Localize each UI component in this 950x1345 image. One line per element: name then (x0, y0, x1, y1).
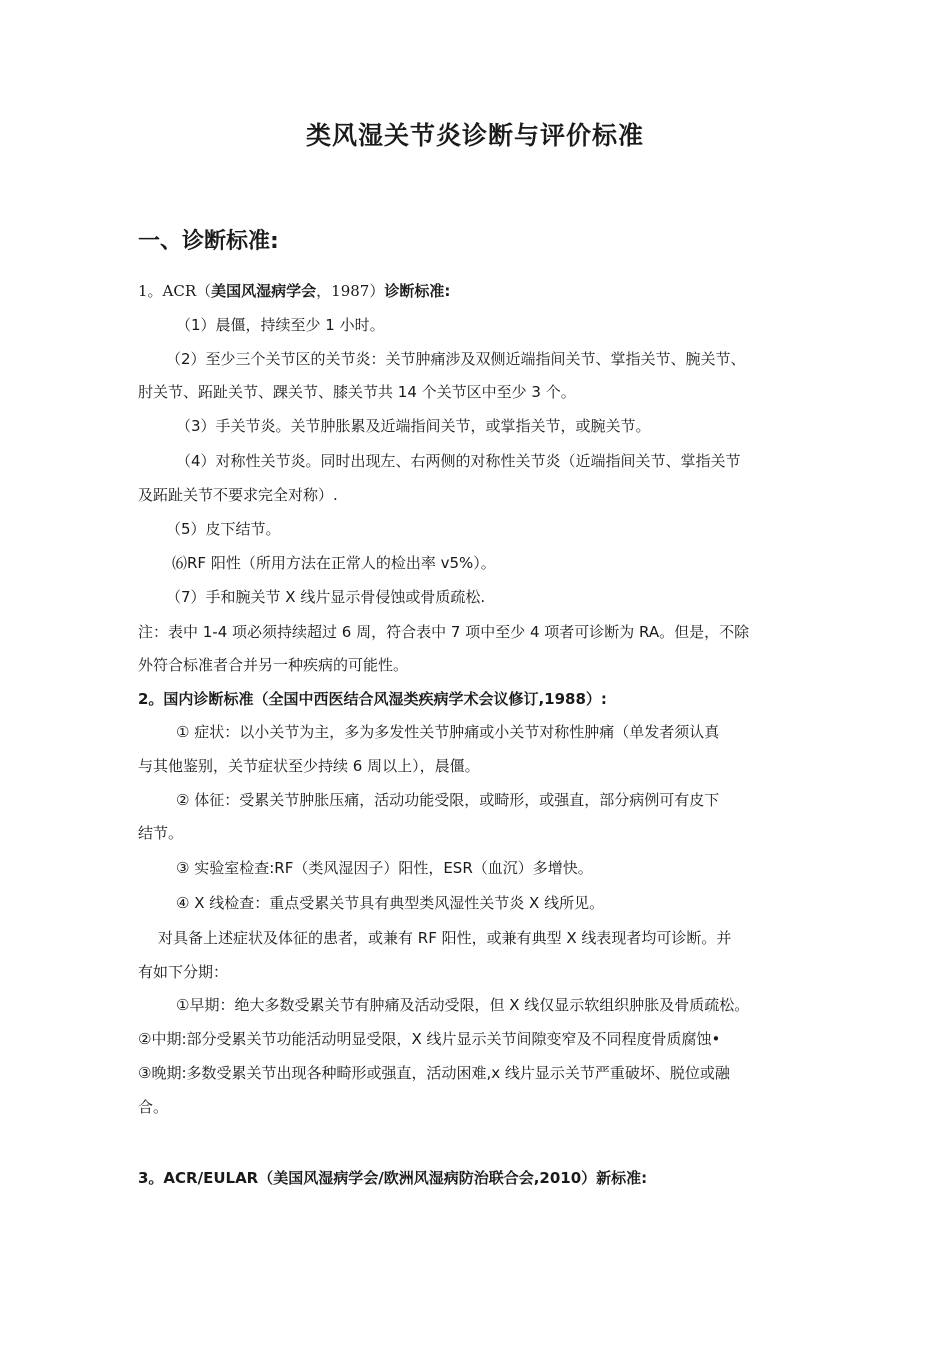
acr1987-item-2: （2）至少三个关节区的关节炎：关节肿痛涉及双侧近端指间关节、掌指关节、腕关节、 (166, 350, 746, 368)
acr1987-item-3: （3）手关节炎。关节肿胀累及近端指间关节，或掌指关节，或腕关节。 (176, 417, 651, 435)
domestic-stage-early: ①早期：绝大多数受累关节有肿痛及活动受限，但 X 线仅显示软组织肿胀及骨质疏松。 (176, 996, 750, 1014)
domestic-item-lab: ③ 实验室检查:RF（类风湿因子）阳性，ESR（血沉）多增快。 (176, 859, 593, 877)
acr1987-item-4-cont: 及跖趾关节不要求完全对称）. (138, 486, 338, 504)
acr1987-item-1: （1）晨僵，持续至少 1 小时。 (176, 316, 385, 334)
domestic-item-symptom: ① 症状：以小关节为主，多为多发性关节肿痛或小关节对称性肿痛（单发者须认真 (176, 723, 720, 741)
acr1987-heading-prefix: 1。ACR（ (138, 282, 212, 300)
acr1987-item-6: ⑹RF 阳性（所用方法在正常人的检出率 v5%）。 (172, 554, 496, 572)
domestic-conclusion: 对具备上述症状及体征的患者，或兼有 RF 阳性，或兼有典型 X 线表现者均可诊断。并 (158, 929, 732, 947)
acr2010-heading: 3。ACR/EULAR（美国风湿病学会/欧洲风湿病防治联合会,2010）新标准: (138, 1169, 648, 1187)
domestic-conclusion-cont: 有如下分期： (138, 963, 229, 981)
domestic-item-xray: ④ X 线检查：重点受累关节具有典型类风湿性关节炎 X 线所见。 (176, 894, 605, 912)
section-heading-diagnosis: 一、诊断标准: (138, 229, 279, 254)
acr1987-item-2-cont: 肘关节、跖趾关节、踝关节、膝关节共 14 个关节区中至少 3 个。 (138, 383, 576, 401)
acr1987-note: 注：表中 1-4 项必须持续超过 6 周，符合表中 7 项中至少 4 项者可诊断为 RA。但是，不除 (138, 623, 750, 641)
domestic-stage-middle: ②中期:部分受累关节功能活动明显受限，X 线片显示关节间隙变窄及不同程度骨质腐蚀• (138, 1030, 721, 1048)
acr1987-heading-org: 美国风湿病学会 (211, 282, 317, 300)
document-title: 类风湿关节炎诊断与评价标准 (305, 121, 644, 150)
domestic-item-sign-cont: 结节。 (138, 824, 184, 842)
domestic-item-sign: ② 体征：受累关节肿胀压痛，活动功能受限，或畸形，或强直，部分病例可有皮下 (176, 791, 720, 809)
acr1987-note-cont: 外符合标准者合并另一种疾病的可能性。 (138, 656, 409, 674)
domestic-stage-late-cont: 合。 (138, 1098, 169, 1116)
domestic-heading: 2。国内诊断标准（全国中西医结合风湿类疾病学术会议修订,1988）: (138, 690, 607, 708)
domestic-stage-late: ③晚期:多数受累关节出现各种畸形或强直，活动困难,x 线片显示关节严重破坏、脱位或融 (138, 1064, 730, 1082)
acr1987-heading (138, 281, 450, 301)
acr1987-item-4: （4）对称性关节炎。同时出现左、右两侧的对称性关节炎（近端指间关节、掌指关节 (176, 452, 741, 470)
acr1987-item-7: （7）手和腕关节 X 线片显示骨侵蚀或骨质疏松. (166, 588, 486, 606)
acr1987-heading-suffix: 诊断标准: (384, 282, 451, 300)
acr1987-item-5: （5）皮下结节。 (166, 520, 281, 538)
acr1987-heading-year: ，1987） (316, 282, 385, 300)
domestic-item-symptom-cont: 与其他鉴别，关节症状至少持续 6 周以上），晨僵。 (138, 757, 480, 775)
